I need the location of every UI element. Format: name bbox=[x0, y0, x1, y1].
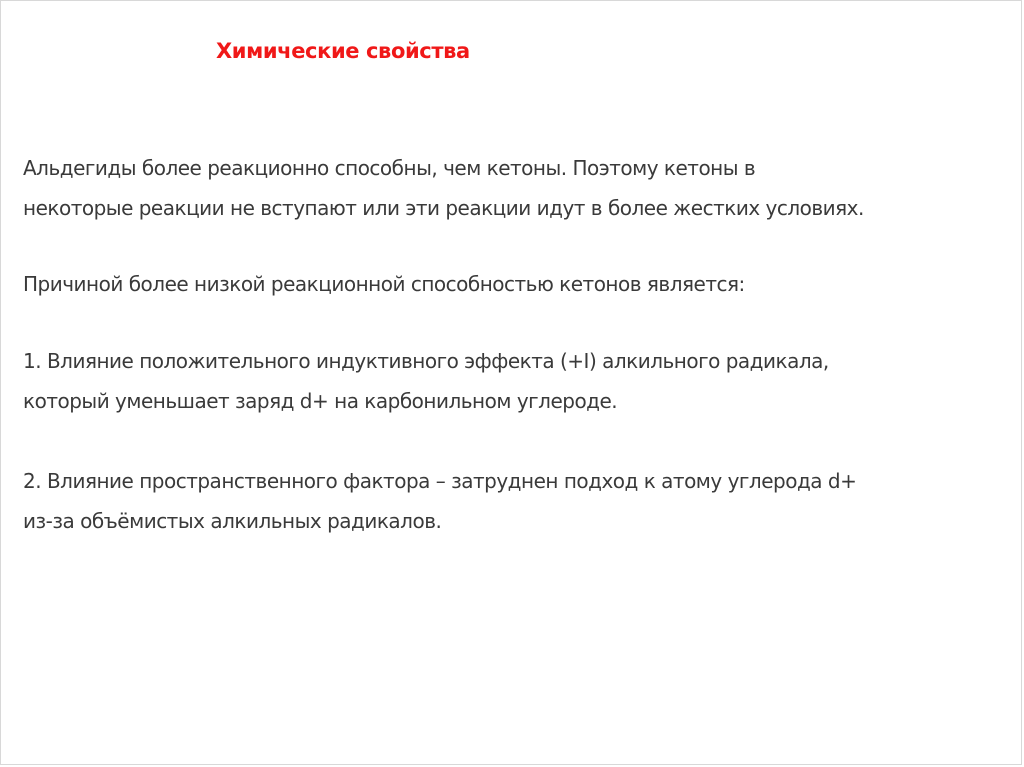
paragraph-line: Причиной более низкой реакционной способностью кетонов является: bbox=[23, 272, 745, 296]
paragraph-line: Альдегиды более реакционно способны, чем кетоны. Поэтому кетоны в bbox=[23, 156, 756, 180]
paragraph-line: некоторые реакции не вступают или эти реакции идут в более жестких условиях. bbox=[23, 196, 864, 220]
paragraph-line: 2. Влияние пространственного фактора – затруднен подход к атому углерода d+ bbox=[23, 469, 857, 493]
slide-title: Химические свойства bbox=[216, 39, 470, 63]
paragraph-steric-factor bbox=[23, 461, 1013, 541]
paragraph-inductive-effect bbox=[23, 341, 1013, 421]
paragraph-line: из-за объёмистых алкильных радикалов. bbox=[23, 509, 442, 533]
paragraph-aldehydes-reactivity bbox=[23, 148, 1013, 228]
paragraph-reason-intro bbox=[23, 264, 1013, 304]
paragraph-line: который уменьшает заряд d+ на карбонильном углероде. bbox=[23, 389, 618, 413]
paragraph-line: 1. Влияние положительного индуктивного эффекта (+I) алкильного радикала, bbox=[23, 349, 829, 373]
